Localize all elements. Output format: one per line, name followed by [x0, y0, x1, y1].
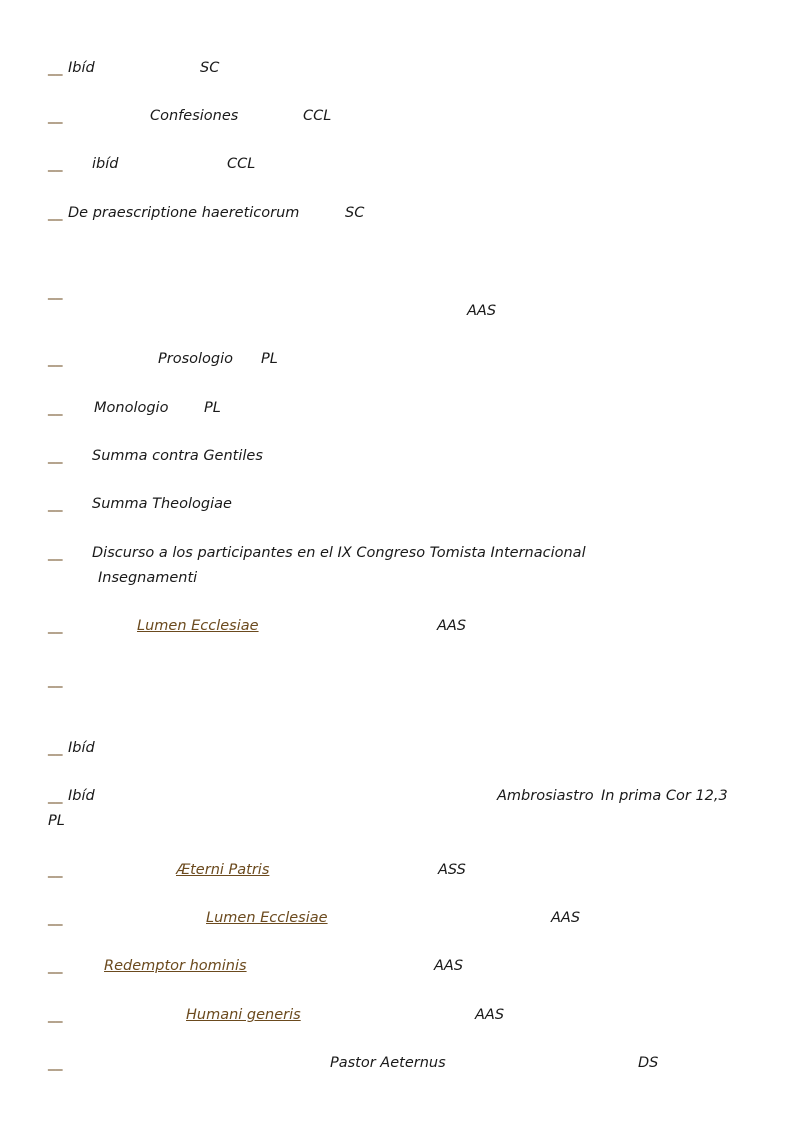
citation-abbrev: CCL: [227, 156, 256, 172]
citation-text: ibíd: [92, 156, 119, 172]
citation-text: Ibíd: [68, 788, 95, 804]
citation-title: De praescriptione haereticorum: [68, 205, 300, 221]
footnote-marker: __: [48, 958, 63, 974]
citation-link[interactable]: Lumen Ecclesiae: [137, 618, 259, 634]
citation-abbrev: AAS: [437, 618, 467, 634]
citation-abbrev: PL: [204, 400, 221, 416]
footnote-marker: __: [48, 862, 63, 878]
citation-abbrev: PL: [261, 351, 278, 367]
citation-abbrev: AAS: [551, 910, 581, 926]
citation-abbrev: CCL: [303, 108, 332, 124]
footnote-marker: __: [48, 618, 63, 634]
citation-title: Summa contra Gentiles: [92, 448, 263, 464]
footnote-marker: __: [48, 60, 63, 76]
footnote-marker: __: [48, 1055, 63, 1071]
footnote-marker: __: [48, 740, 63, 756]
footnote-marker: __: [48, 108, 63, 124]
footnote-marker: __: [48, 400, 63, 416]
citation-source: Insegnamenti: [98, 570, 198, 586]
citation-link[interactable]: Æterni Patris: [176, 862, 270, 878]
citation-author: Ambrosiastro: [497, 788, 594, 804]
footnote-marker: __: [48, 1007, 63, 1023]
footnote-marker: __: [48, 910, 63, 926]
citation-link[interactable]: Redemptor hominis: [104, 958, 247, 974]
footnote-marker: __: [48, 205, 63, 221]
citation-title: Summa Theologiae: [92, 496, 232, 512]
citation-abbrev: PL: [48, 813, 65, 829]
citation-link[interactable]: Lumen Ecclesiae: [206, 910, 328, 926]
citation-title: Pastor Aeternus: [330, 1055, 446, 1071]
footnote-marker: __: [48, 496, 63, 512]
footnote-marker: __: [48, 672, 63, 688]
footnote-marker: __: [48, 156, 63, 172]
citation-link[interactable]: Humani generis: [186, 1007, 301, 1023]
citation-title: Prosologio: [158, 351, 234, 367]
footnote-marker: __: [48, 448, 63, 464]
citation-text: Ibíd: [68, 740, 95, 756]
footnote-marker: __: [48, 351, 63, 367]
citation-title: Monologio: [94, 400, 169, 416]
footnote-marker: __: [48, 284, 63, 300]
citation-title: In prima Cor 12,3: [601, 788, 728, 804]
footnote-marker: __: [48, 788, 63, 804]
citation-abbrev: SC: [345, 205, 365, 221]
citation-abbrev: ASS: [438, 862, 466, 878]
citation-text: Ibíd: [68, 60, 95, 76]
citation-title: Confesiones: [150, 108, 239, 124]
citation-abbrev: AAS: [475, 1007, 505, 1023]
footnote-marker: __: [48, 545, 63, 561]
citation-abbrev: AAS: [434, 958, 464, 974]
citation-abbrev: AAS: [467, 303, 497, 319]
citation-abbrev: SC: [200, 60, 220, 76]
citation-abbrev: DS: [638, 1055, 659, 1071]
citation-title: Discurso a los participantes en el IX Congreso Tomista Internacional: [92, 545, 586, 561]
